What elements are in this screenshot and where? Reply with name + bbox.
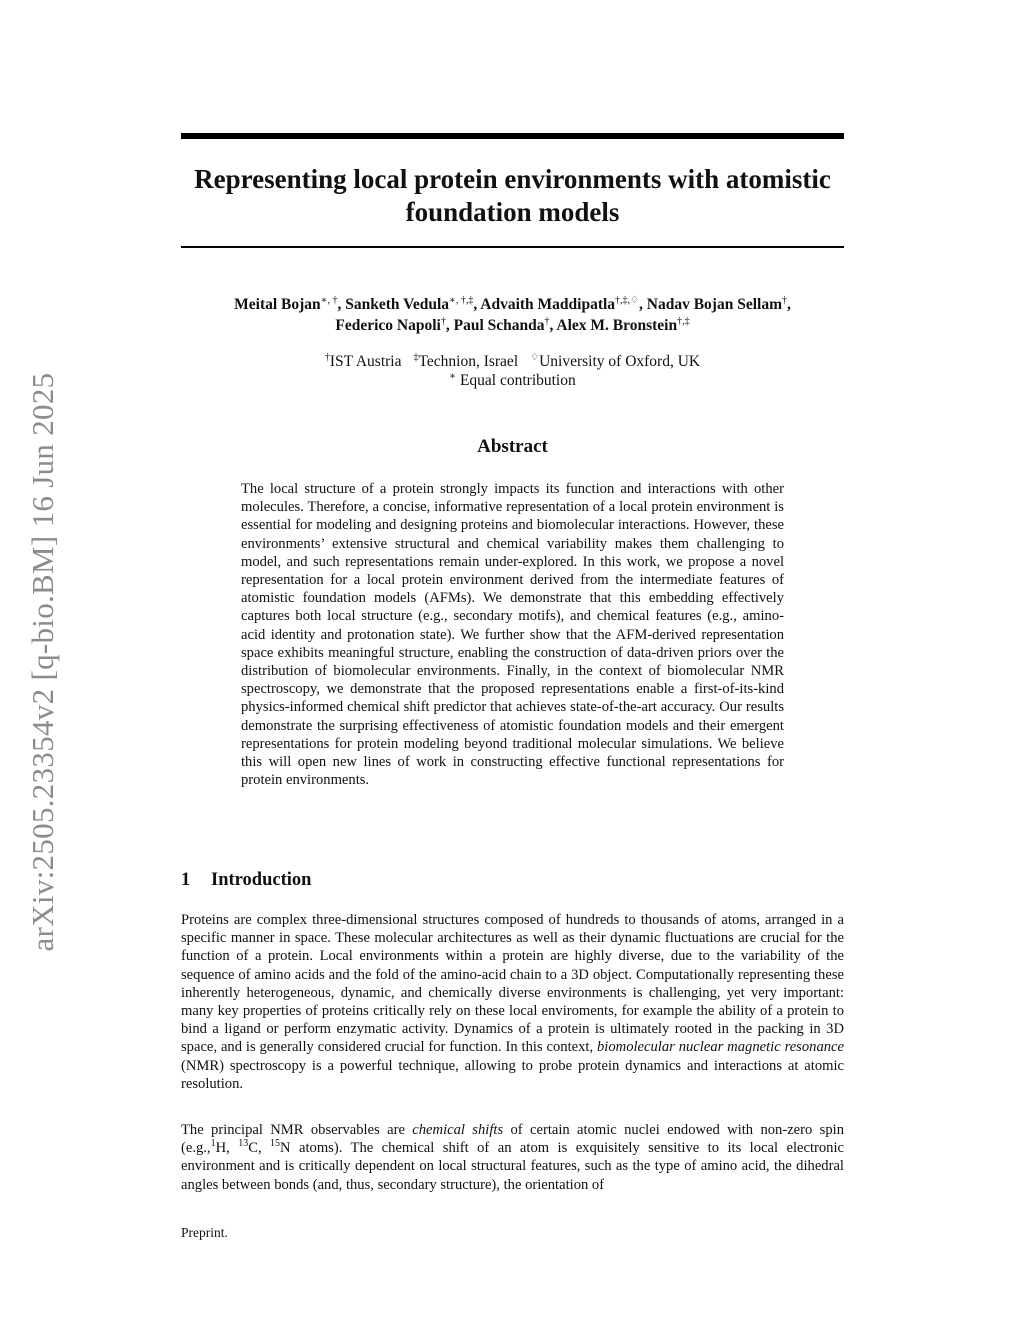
author: Alex M. Bronstein†,‡: [556, 315, 690, 334]
section-number: 1: [181, 870, 191, 890]
abstract-text: The local structure of a protein strongly impacts its function and interactions with other molecules. Therefore, a concise, informative representation of a local protein environment is essential for modeling and designing proteins and biomolecular interactions. However, these environments’ extensive structural and chemical variability makes them challenging to model, and such representations remain under-explored. In this work, we propose a novel representation for a local protein environment derived from the intermediate features of atomistic foundation models (AFMs). We demonstrate that this embedding effectively captures both local structure (e.g., secondary motifs), and chemical features (e.g., amino-acid identity and protonation state). We further show that the AFM-derived representation space exhibits meaningful structure, enabling the construction of data-driven priors over the distribution of biomolecular environments. Finally, in the context of biomolecular NMR spectroscopy, we demonstrate that the proposed representations enable a first-of-its-kind physics-informed chemical shift predictor that achieves state-of-the-art accuracy. Our results demonstrate the surprising effectiveness of atomistic foundation models and their emergent representations for protein modeling beyond traditional molecular simulations. We believe this will open new lines of work in constructing effective functional representations for protein environments.: [241, 481, 784, 789]
author: Meital Bojan∗, †,: [234, 294, 346, 313]
section-title: Introduction: [211, 870, 312, 890]
footer-preprint-note: Preprint.: [181, 1225, 228, 1240]
intro-paragraph: Proteins are complex three-dimensional structures composed of hundreds to thousands of atoms, arranged in a specific manner in space. These molecular architectures as well as their dynamic fluctuations are crucial for the function of a protein. Local environments within a protein are highly diverse, due to the variability of the sequence of amino acids and the fold of the amino-acid chain to a 3D object. Computationally representing these inherently heterogeneous, dynamic, and chemically diverse environments is challenging, yet very important: many key properties of proteins critically rely on these local enviroments, for example the ability of a protein to bind a ligand or perform enzymatic activity. Dynamics of a protein is ultimately rooted in the packing in 3D space, and is generally considered crucial for function. In this context, biomolecular nuclear magnetic resonance (NMR) spectroscopy is a powerful technique, allowing to probe protein dynamics and interactions at atomic resolution.: [181, 912, 844, 1092]
affiliation: ♢University of Oxford, UK: [530, 351, 701, 370]
author: Paul Schanda†,: [453, 315, 557, 334]
author: Advaith Maddipatla†,‡,♢,: [480, 294, 647, 313]
intro-paragraph: The principal NMR observables are chemical shifts of certain atomic nuclei endowed with non-zero spin (e.g.,$^1$H, $^{13}$C, $^{15}$N atoms). The chemical shift of an atom is exquisitely sensitive to its local electronic environment and is critically dependent on local structural features, such as the type of amino acid, the dihedral angles between bonds (and, thus, secondary structure), the orientation of: [181, 1122, 844, 1193]
affiliation: ‡Technion, Israel: [413, 351, 519, 370]
author: Federico Napoli†,: [335, 315, 454, 334]
paper-title: Representing local protein environments with atomistic foundation models: [194, 164, 831, 227]
title-top-rule: [181, 133, 844, 139]
author-list: [181, 294, 844, 336]
author: Sanketh Vedula∗, †,‡,: [345, 294, 481, 313]
title-bottom-rule: [181, 246, 844, 248]
affiliations: [181, 352, 844, 390]
author: Nadav Bojan Sellam†,: [646, 294, 791, 313]
abstract-heading: Abstract: [477, 436, 548, 457]
arxiv-identifier-stamp: arXiv:2505.23354v2 [q-bio.BM] 16 Jun 2025: [25, 372, 60, 952]
equal-contribution-note: ∗ Equal contribution: [449, 370, 576, 389]
section-heading-introduction: [181, 870, 311, 891]
affiliation: †IST Austria: [324, 351, 402, 370]
